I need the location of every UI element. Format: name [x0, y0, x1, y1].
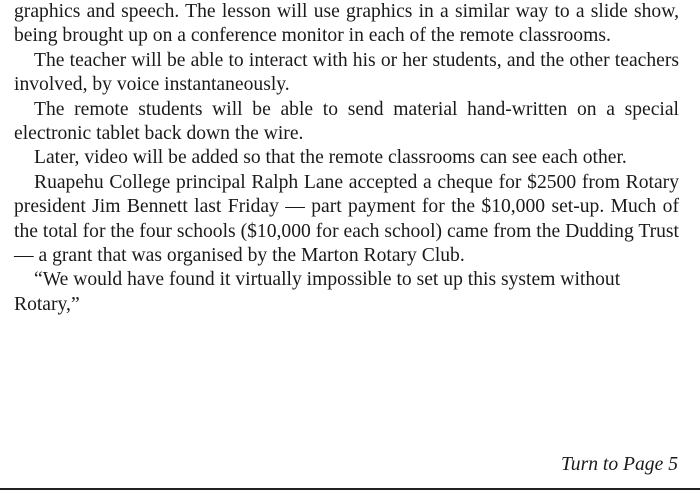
- bottom-rule: [0, 488, 700, 490]
- article-body: [14, 0, 679, 317]
- paragraph-quote: “We would have found it virtually impossible to set up this system without Rotary,”: [14, 269, 621, 315]
- paragraph-cheque-presentation: Ruapehu College principal Ralph Lane accepted a cheque for $2500 from Rotary president Jim Bennett last Friday — part payment for the $10,000 set-up. Much of the total for the four schools ($10,000 for each school) came from the Dudding Trust — a grant that was organised by the Marton Rotary Club.: [14, 171, 679, 267]
- paragraph-video-later: Later, video will be added so that the remote classrooms can see each other.: [34, 147, 627, 169]
- paragraph-graphics-speech: graphics and speech. The lesson will use graphics in a similar way to a slide show, being brought up on a conference monitor in each of the remote classrooms.: [14, 1, 679, 47]
- paragraph-teacher-interaction: The teacher will be able to interact with his or her students, and the other teachers involved, by voice instantaneously.: [14, 49, 679, 96]
- paragraph-remote-students: The remote students will be able to send material hand-written on a special electronic tablet back down the wire.: [14, 98, 679, 145]
- continuation-line: Turn to Page 5: [560, 454, 678, 475]
